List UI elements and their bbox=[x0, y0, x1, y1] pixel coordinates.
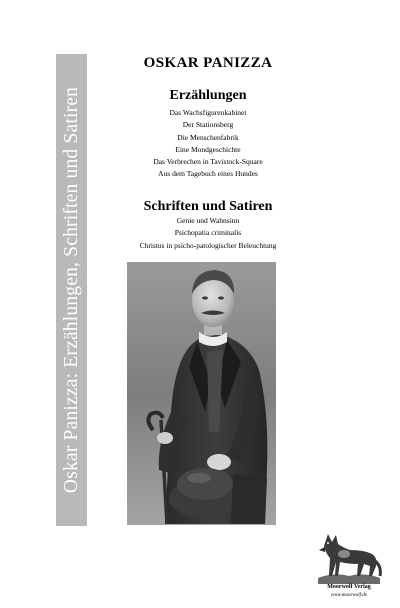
schriften-list bbox=[108, 215, 308, 252]
erzaehlungen-list bbox=[108, 107, 308, 181]
list-item: Aus dem Tagebuch eines Hundes bbox=[158, 169, 258, 179]
wolf-icon bbox=[314, 526, 384, 584]
list-item: Der Stationsberg bbox=[182, 120, 234, 130]
author-name: OSKAR PANIZZA bbox=[143, 55, 273, 71]
publisher-logo bbox=[314, 526, 384, 604]
spine-title: Oskar Panizza: Erzählungen, Schriften und Satiren bbox=[60, 86, 82, 494]
list-item: Eine Mondgeschichte bbox=[175, 144, 241, 154]
list-item: Christus in psicho-patologischer Beleuchtung bbox=[139, 240, 277, 250]
publisher-url: www.moorwolf.de bbox=[330, 593, 368, 598]
list-item: Psichopatia criminalis bbox=[174, 228, 242, 238]
section-title-erzaehlungen: Erzählungen bbox=[169, 88, 247, 103]
author-portrait-photo bbox=[127, 262, 276, 525]
list-item: Genie und Wahnsinn bbox=[176, 216, 240, 225]
list-item: Das Verbrechen in Tavistock-Square bbox=[153, 157, 263, 167]
spine-band bbox=[56, 54, 87, 526]
list-item: Die Menschenfabrik bbox=[177, 132, 239, 142]
section-title-schriften: Schriften und Satiren bbox=[143, 199, 273, 214]
publisher-name: Moorwolf Verlag bbox=[327, 584, 371, 590]
list-item: Das Wachsfigurenkabinet bbox=[169, 108, 247, 117]
